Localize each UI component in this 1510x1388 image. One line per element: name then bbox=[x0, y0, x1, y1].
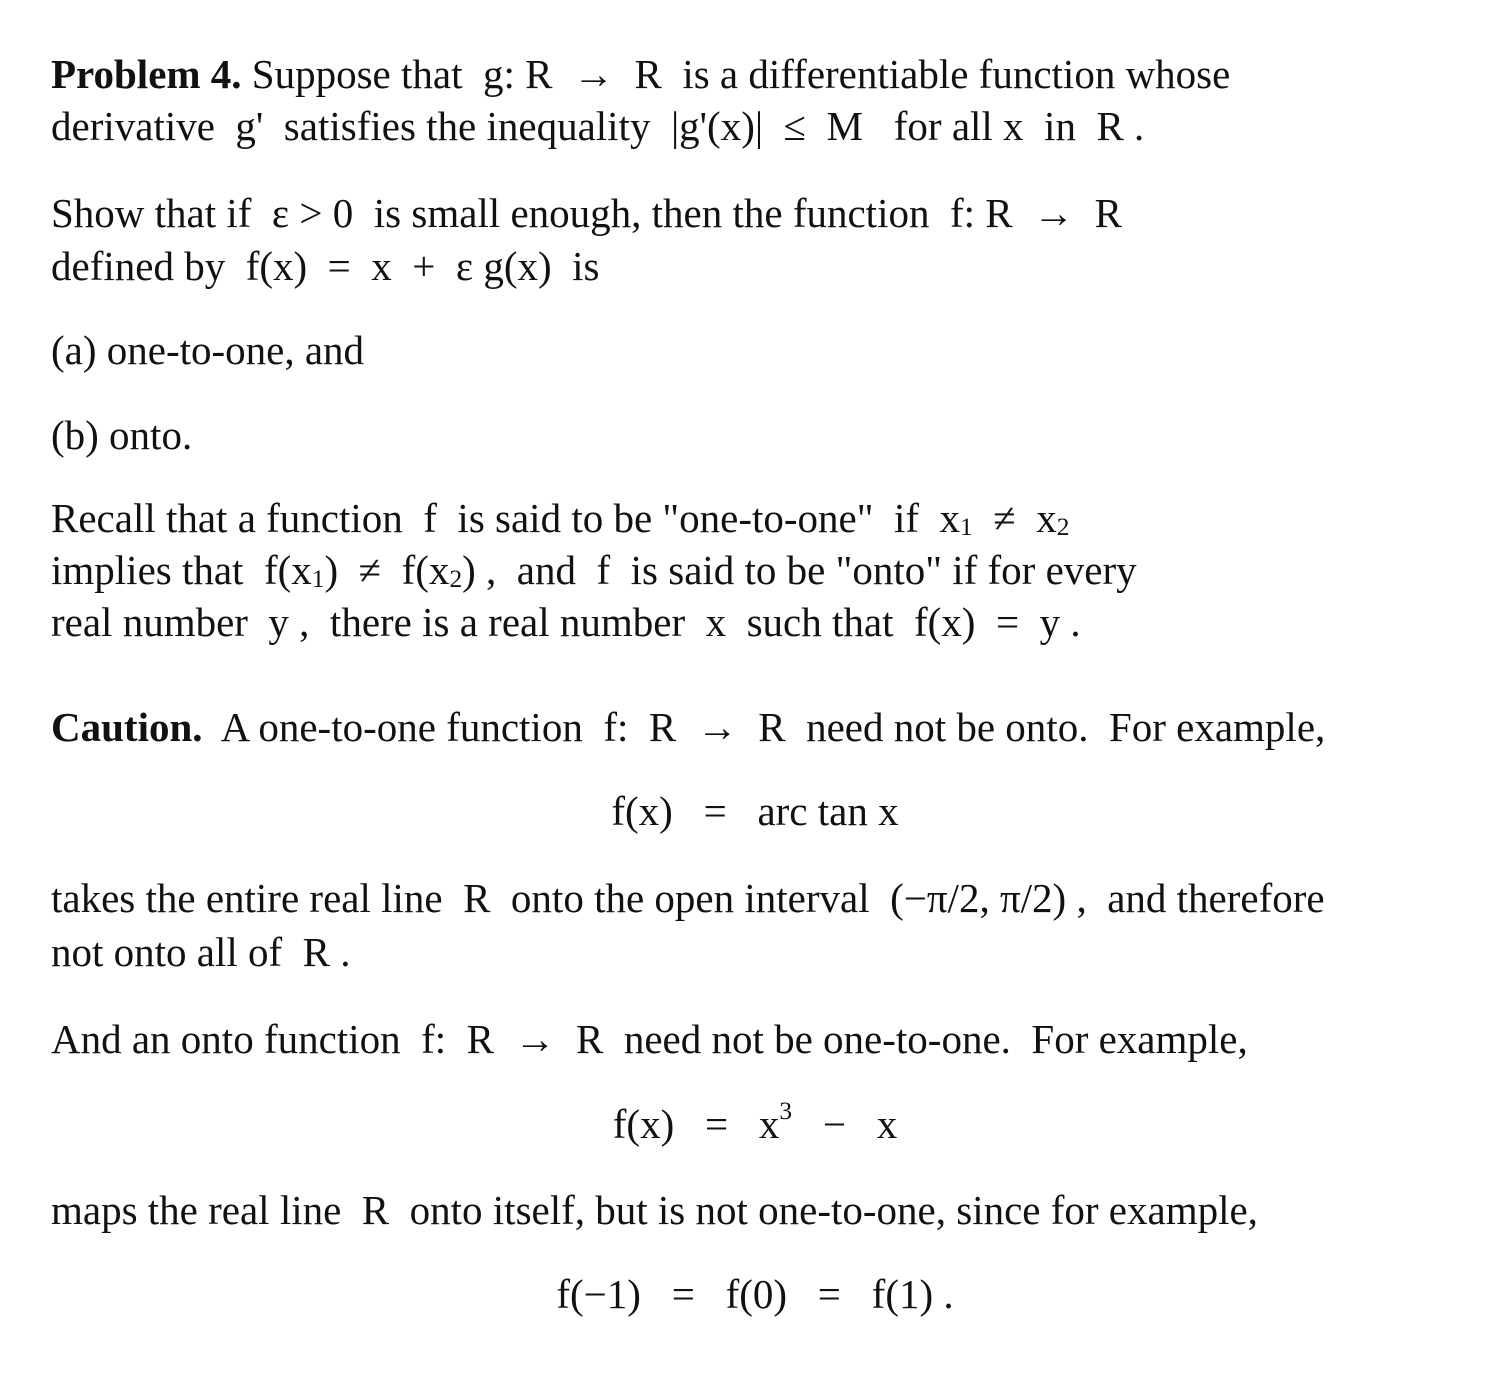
caution-line-1-text: A one-to-one function f: R → R need not be onto. For example, bbox=[202, 704, 1326, 750]
problem-statement-line-1 bbox=[51, 50, 1230, 98]
recall-line-2-text-a: implies that f(x bbox=[51, 547, 312, 593]
recall-line-2-text-b: ) ≠ f(x bbox=[324, 547, 450, 593]
problem-heading: Problem 4. bbox=[51, 51, 242, 97]
cubic-equation bbox=[0, 1096, 1510, 1148]
caution-heading: Caution. bbox=[51, 704, 203, 750]
cubic-equation-left: f(x) = x bbox=[612, 1101, 780, 1147]
recall-line-1-text-a: Recall that a function f is said to be "one-to-one" if x bbox=[51, 495, 961, 541]
caution-line-1 bbox=[51, 703, 1325, 751]
recall-line-2-text-c: ) , and f is said to be "onto" if for every bbox=[462, 547, 1137, 593]
onto-example-line-1: And an onto function f: R → R need not be one-to-one. For example, bbox=[51, 1016, 1248, 1062]
subscript-1: 1 bbox=[311, 565, 325, 594]
arctan-equation: f(x) = arc tan x bbox=[611, 788, 899, 834]
recall-line-1-text-b: ≠ x bbox=[972, 495, 1057, 541]
caution-line-3: not onto all of R . bbox=[51, 929, 351, 975]
show-line-1: Show that if ε > 0 is small enough, then the function f: R → R bbox=[51, 190, 1122, 236]
caution-line-2: takes the entire real line R onto the open interval (−π/2, π/2) , and therefore bbox=[51, 875, 1325, 921]
onto-example-line-2: maps the real line R onto itself, but is not one-to-one, since for example, bbox=[51, 1187, 1258, 1233]
cubic-equation-right: − x bbox=[792, 1101, 898, 1147]
problem-statement-line-2: derivative g' satisfies the inequality |g'(x)| ≤ M for all x in R . bbox=[51, 103, 1145, 149]
part-b: (b) onto. bbox=[51, 412, 193, 458]
problem-line-1-text: Suppose that g: R → R is a differentiable function whose bbox=[241, 51, 1231, 97]
subscript-1: 1 bbox=[960, 513, 973, 542]
subscript-2: 2 bbox=[449, 565, 463, 594]
part-a: (a) one-to-one, and bbox=[51, 327, 365, 373]
recall-line-1 bbox=[51, 494, 1069, 551]
show-line-2: defined by f(x) = x + ε g(x) is bbox=[51, 243, 600, 289]
recall-line-3: real number y , there is a real number x such that f(x) = y . bbox=[51, 599, 1081, 645]
final-equation: f(−1) = f(0) = f(1) . bbox=[556, 1271, 954, 1317]
subscript-2: 2 bbox=[1056, 513, 1070, 542]
recall-line-2 bbox=[51, 546, 1137, 603]
cubic-exponent: 3 bbox=[779, 1096, 793, 1125]
